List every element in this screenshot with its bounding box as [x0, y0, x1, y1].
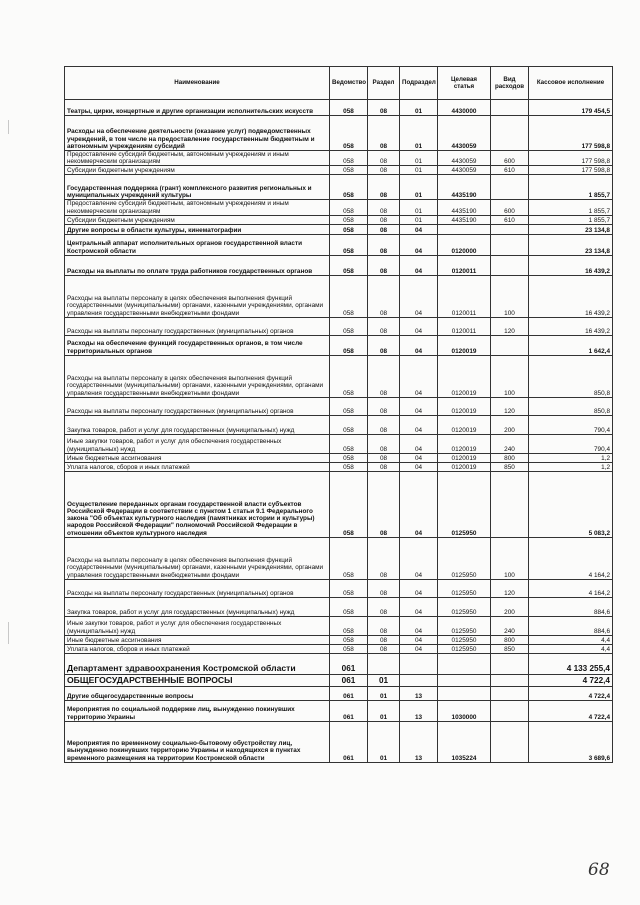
cell-target: 4430059	[438, 151, 491, 166]
header-name: Наименование	[65, 67, 330, 100]
cell-cash: 790,4	[529, 415, 613, 434]
table-body	[65, 100, 613, 763]
cell-exptype: 240	[491, 616, 529, 635]
cell-exptype	[491, 116, 529, 151]
cell-target: 4435190	[438, 215, 491, 224]
cell-name: Расходы на обеспечение деятельности (оказание услуг) подведомственных учреждений, в том числе на предоставление государственным бюджетным и автономным учреждениям субсидий	[65, 116, 330, 151]
cell-exptype: 120	[491, 317, 529, 335]
cell-exptype	[491, 700, 529, 721]
cell-cash: 16 439,2	[529, 275, 613, 317]
cell-dept: 058	[330, 397, 368, 415]
table-row	[65, 335, 613, 355]
table-row	[65, 537, 613, 579]
cell-name: Расходы на выплаты по оплате труда работников государственных органов	[65, 255, 330, 275]
cell-cash: 1,2	[529, 453, 613, 462]
cell-cash: 1,2	[529, 462, 613, 471]
cell-section: 08	[368, 116, 400, 151]
cell-name: Уплата налогов, сборов и иных платежей	[65, 644, 330, 653]
cell-subsection: 04	[400, 335, 438, 355]
cell-section: 08	[368, 471, 400, 537]
cell-target	[438, 224, 491, 234]
cell-name: Другие общегосударственные вопросы	[65, 686, 330, 700]
cell-subsection: 13	[400, 700, 438, 721]
cell-exptype	[491, 686, 529, 700]
cell-dept: 061	[330, 653, 368, 674]
table-row	[65, 721, 613, 762]
cell-name: Расходы на выплаты персоналу в целях обеспечения выполнения функций государственными (муниципальными) органами, казенными учреждениями, органами управления государственными внебюджетными фондами	[65, 275, 330, 317]
table-row	[65, 175, 613, 200]
cell-target: 0120019	[438, 335, 491, 355]
cell-target: 4430059	[438, 116, 491, 151]
cell-target: 4430059	[438, 166, 491, 175]
cell-dept: 061	[330, 686, 368, 700]
cell-target: 0125950	[438, 537, 491, 579]
cell-dept: 058	[330, 415, 368, 434]
cell-cash: 3 689,6	[529, 721, 613, 762]
cell-subsection: 04	[400, 275, 438, 317]
cell-exptype	[491, 674, 529, 686]
table-row	[65, 255, 613, 275]
cell-target: 0125950	[438, 471, 491, 537]
cell-exptype	[491, 653, 529, 674]
cell-exptype: 100	[491, 355, 529, 397]
page-number: 68	[588, 860, 610, 880]
cell-target: 0125950	[438, 597, 491, 616]
cell-section: 08	[368, 616, 400, 635]
cell-cash: 5 083,2	[529, 471, 613, 537]
cell-target: 1030000	[438, 700, 491, 721]
cell-target	[438, 686, 491, 700]
cell-section: 08	[368, 415, 400, 434]
budget-table	[64, 66, 613, 763]
cell-cash: 16 439,2	[529, 255, 613, 275]
cell-exptype: 100	[491, 537, 529, 579]
cell-cash: 177 598,8	[529, 166, 613, 175]
cell-dept: 058	[330, 224, 368, 234]
cell-target: 0120019	[438, 453, 491, 462]
cell-section: 08	[368, 215, 400, 224]
cell-name: Мероприятия по временному социально-бытовому обустройству лиц, вынужденно покинувших территорию Украины и находящихся в пунктах временного размещения на территории Костромской области	[65, 721, 330, 762]
cell-name: Предоставление субсидий бюджетным, автономным учреждениям и иным некоммерческим организациям	[65, 200, 330, 215]
cell-target: 0125950	[438, 644, 491, 653]
table-header-row	[65, 67, 613, 100]
cell-subsection: 04	[400, 597, 438, 616]
cell-name: Иные бюджетные ассигнования	[65, 453, 330, 462]
cell-target: 0120019	[438, 434, 491, 453]
cell-exptype	[491, 335, 529, 355]
cell-section: 08	[368, 462, 400, 471]
cell-cash: 1 855,7	[529, 215, 613, 224]
cell-subsection	[400, 674, 438, 686]
cell-dept: 058	[330, 616, 368, 635]
cell-section: 01	[368, 721, 400, 762]
header-cash: Кассовое исполнение	[529, 67, 613, 100]
margin-mark	[8, 120, 9, 134]
cell-target	[438, 674, 491, 686]
cell-target: 0120019	[438, 415, 491, 434]
cell-section: 08	[368, 644, 400, 653]
cell-cash: 1 855,7	[529, 175, 613, 200]
table-row	[65, 355, 613, 397]
cell-subsection: 01	[400, 116, 438, 151]
table-row	[65, 597, 613, 616]
cell-section: 08	[368, 537, 400, 579]
cell-exptype: 200	[491, 597, 529, 616]
cell-cash: 23 134,8	[529, 234, 613, 255]
cell-section: 08	[368, 100, 400, 116]
cell-subsection: 01	[400, 200, 438, 215]
table-row	[65, 579, 613, 597]
cell-cash: 4 133 255,4	[529, 653, 613, 674]
cell-dept: 058	[330, 453, 368, 462]
cell-cash: 4 722,4	[529, 686, 613, 700]
cell-section: 08	[368, 234, 400, 255]
cell-section: 08	[368, 317, 400, 335]
cell-name: Расходы на выплаты персоналу государственных (муниципальных) органов	[65, 317, 330, 335]
cell-dept: 058	[330, 215, 368, 224]
cell-exptype: 100	[491, 275, 529, 317]
table-row	[65, 215, 613, 224]
cell-subsection: 04	[400, 537, 438, 579]
cell-section: 08	[368, 151, 400, 166]
table-row	[65, 200, 613, 215]
cell-section: 08	[368, 224, 400, 234]
cell-exptype: 240	[491, 434, 529, 453]
cell-exptype	[491, 234, 529, 255]
cell-target: 1035224	[438, 721, 491, 762]
cell-section: 01	[368, 700, 400, 721]
cell-target: 4435190	[438, 200, 491, 215]
cell-name: Расходы на выплаты персоналу в целях обеспечения выполнения функций государственными (муниципальными) органами, казенными учреждениями, органами управления государственными внебюджетными фондами	[65, 537, 330, 579]
cell-exptype: 120	[491, 397, 529, 415]
cell-name: Закупка товаров, работ и услуг для государственных (муниципальных) нужд	[65, 597, 330, 616]
cell-cash: 1 855,7	[529, 200, 613, 215]
cell-dept: 058	[330, 462, 368, 471]
cell-cash: 179 454,5	[529, 100, 613, 116]
cell-target: 0120019	[438, 397, 491, 415]
cell-section: 08	[368, 166, 400, 175]
header-exptype: Вид расходов	[491, 67, 529, 100]
cell-name: Иные закупки товаров, работ и услуг для обеспечения государственных (муниципальных) нужд	[65, 434, 330, 453]
cell-target: 0120019	[438, 355, 491, 397]
cell-target: 0125950	[438, 579, 491, 597]
cell-subsection: 04	[400, 415, 438, 434]
cell-cash: 177 598,8	[529, 151, 613, 166]
cell-name: Расходы на выплаты персоналу государственных (муниципальных) органов	[65, 397, 330, 415]
cell-dept: 058	[330, 537, 368, 579]
cell-name: Уплата налогов, сборов и иных платежей	[65, 462, 330, 471]
cell-name: Государственная поддержка (грант) комплексного развития региональных и муниципальных учреждений культуры	[65, 175, 330, 200]
cell-name: ОБЩЕГОСУДАРСТВЕННЫЕ ВОПРОСЫ	[65, 674, 330, 686]
cell-dept: 058	[330, 471, 368, 537]
cell-dept: 058	[330, 100, 368, 116]
cell-subsection: 01	[400, 215, 438, 224]
cell-dept: 058	[330, 597, 368, 616]
cell-subsection: 04	[400, 453, 438, 462]
cell-section: 01	[368, 674, 400, 686]
cell-cash: 4,4	[529, 635, 613, 644]
cell-exptype: 610	[491, 166, 529, 175]
cell-cash: 850,8	[529, 397, 613, 415]
table-row	[65, 674, 613, 686]
cell-target: 4435190	[438, 175, 491, 200]
cell-subsection: 04	[400, 462, 438, 471]
cell-target: 0125950	[438, 635, 491, 644]
cell-subsection: 04	[400, 317, 438, 335]
cell-target: 0120000	[438, 234, 491, 255]
table-row	[65, 700, 613, 721]
cell-exptype	[491, 471, 529, 537]
cell-target: 0120011	[438, 275, 491, 317]
cell-cash: 884,6	[529, 616, 613, 635]
cell-subsection: 04	[400, 224, 438, 234]
cell-dept: 058	[330, 234, 368, 255]
cell-subsection: 01	[400, 100, 438, 116]
cell-section: 08	[368, 434, 400, 453]
cell-name: Закупка товаров, работ и услуг для государственных (муниципальных) нужд	[65, 415, 330, 434]
table-row	[65, 616, 613, 635]
cell-subsection: 04	[400, 355, 438, 397]
cell-dept: 058	[330, 579, 368, 597]
cell-cash: 4 722,4	[529, 674, 613, 686]
table-row	[65, 635, 613, 644]
cell-exptype: 850	[491, 644, 529, 653]
margin-mark	[8, 622, 9, 644]
cell-name: Субсидии бюджетным учреждениям	[65, 166, 330, 175]
cell-subsection: 01	[400, 166, 438, 175]
cell-dept: 058	[330, 166, 368, 175]
cell-name: Иные бюджетные ассигнования	[65, 635, 330, 644]
table-row	[65, 116, 613, 151]
cell-exptype	[491, 255, 529, 275]
cell-dept: 061	[330, 674, 368, 686]
cell-exptype: 600	[491, 200, 529, 215]
cell-target	[438, 653, 491, 674]
cell-section: 08	[368, 635, 400, 644]
cell-dept: 058	[330, 317, 368, 335]
header-target: Целевая статья	[438, 67, 491, 100]
cell-cash: 790,4	[529, 434, 613, 453]
cell-dept: 058	[330, 151, 368, 166]
header-dept: Ведомство	[330, 67, 368, 100]
cell-name: Расходы на выплаты персоналу государственных (муниципальных) органов	[65, 579, 330, 597]
cell-subsection: 13	[400, 686, 438, 700]
cell-name: Театры, цирки, концертные и другие организации исполнительских искусств	[65, 100, 330, 116]
cell-section: 08	[368, 275, 400, 317]
cell-dept: 058	[330, 200, 368, 215]
table-row	[65, 224, 613, 234]
cell-target: 0120011	[438, 255, 491, 275]
cell-exptype	[491, 175, 529, 200]
cell-section: 08	[368, 255, 400, 275]
cell-dept: 061	[330, 700, 368, 721]
cell-section: 08	[368, 200, 400, 215]
cell-subsection: 04	[400, 635, 438, 644]
cell-subsection: 04	[400, 255, 438, 275]
cell-subsection: 04	[400, 616, 438, 635]
cell-subsection: 01	[400, 175, 438, 200]
cell-dept: 058	[330, 255, 368, 275]
cell-cash: 23 134,8	[529, 224, 613, 234]
cell-subsection: 04	[400, 397, 438, 415]
cell-name: Расходы на обеспечение функций государственных органов, в том числе территориальных органов	[65, 335, 330, 355]
cell-exptype: 200	[491, 415, 529, 434]
cell-section: 08	[368, 175, 400, 200]
cell-dept: 058	[330, 116, 368, 151]
header-section: Раздел	[368, 67, 400, 100]
table-row	[65, 234, 613, 255]
table-row	[65, 317, 613, 335]
table-row	[65, 644, 613, 653]
cell-name: Департамент здравоохранения Костромской области	[65, 653, 330, 674]
cell-section: 08	[368, 453, 400, 462]
cell-name: Центральный аппарат исполнительных органов государственной власти Костромской области	[65, 234, 330, 255]
table-row	[65, 471, 613, 537]
cell-section: 08	[368, 335, 400, 355]
cell-cash: 1 642,4	[529, 335, 613, 355]
cell-subsection: 04	[400, 434, 438, 453]
cell-name: Мероприятия по социальной поддержке лиц, вынужденно покинувших территорию Украины	[65, 700, 330, 721]
cell-exptype	[491, 100, 529, 116]
cell-name: Осуществление переданных органам государственной власти субъектов Российской Федерации в соответствии с пунктом 1 статьи 9.1 Федерального закона "Об объектах культурного наследия (памятниках истории и культуры) народов Российской Федерации" полномочий Российской Федерации в отношении объектов культурного наследия	[65, 471, 330, 537]
cell-exptype: 600	[491, 151, 529, 166]
cell-dept: 058	[330, 635, 368, 644]
cell-cash: 4,4	[529, 644, 613, 653]
cell-section	[368, 653, 400, 674]
table-row	[65, 166, 613, 175]
cell-cash: 850,8	[529, 355, 613, 397]
cell-name: Иные закупки товаров, работ и услуг для обеспечения государственных (муниципальных) нужд	[65, 616, 330, 635]
cell-exptype: 800	[491, 635, 529, 644]
cell-name: Субсидии бюджетным учреждениям	[65, 215, 330, 224]
cell-dept: 058	[330, 175, 368, 200]
cell-section: 08	[368, 355, 400, 397]
table-row	[65, 415, 613, 434]
cell-dept: 058	[330, 644, 368, 653]
cell-exptype	[491, 721, 529, 762]
cell-target: 4430000	[438, 100, 491, 116]
cell-exptype: 610	[491, 215, 529, 224]
cell-subsection: 04	[400, 644, 438, 653]
cell-subsection: 13	[400, 721, 438, 762]
cell-subsection	[400, 653, 438, 674]
cell-subsection: 04	[400, 579, 438, 597]
cell-subsection: 01	[400, 151, 438, 166]
cell-section: 08	[368, 397, 400, 415]
table-row	[65, 151, 613, 166]
cell-subsection: 04	[400, 471, 438, 537]
cell-dept: 061	[330, 721, 368, 762]
cell-exptype: 850	[491, 462, 529, 471]
table-row	[65, 686, 613, 700]
cell-subsection: 04	[400, 234, 438, 255]
cell-target: 0120019	[438, 462, 491, 471]
cell-cash: 16 439,2	[529, 317, 613, 335]
cell-cash: 884,6	[529, 597, 613, 616]
table-row	[65, 275, 613, 317]
table-row	[65, 453, 613, 462]
cell-cash: 4 164,2	[529, 579, 613, 597]
cell-cash: 4 722,4	[529, 700, 613, 721]
cell-name: Предоставление субсидий бюджетным, автономным учреждениям и иным некоммерческим организациям	[65, 151, 330, 166]
table-row	[65, 434, 613, 453]
cell-target: 0125950	[438, 616, 491, 635]
cell-section: 01	[368, 686, 400, 700]
cell-cash: 177 598,8	[529, 116, 613, 151]
header-subsection: Подраздел	[400, 67, 438, 100]
cell-exptype: 800	[491, 453, 529, 462]
cell-target: 0120011	[438, 317, 491, 335]
cell-dept: 058	[330, 275, 368, 317]
cell-exptype	[491, 224, 529, 234]
table-row	[65, 462, 613, 471]
cell-name: Расходы на выплаты персоналу в целях обеспечения выполнения функций государственными (муниципальными) органами, казенными учреждениями, органами управления государственными внебюджетными фондами	[65, 355, 330, 397]
cell-exptype: 120	[491, 579, 529, 597]
cell-name: Другие вопросы в области культуры, кинематографии	[65, 224, 330, 234]
cell-section: 08	[368, 597, 400, 616]
cell-dept: 058	[330, 355, 368, 397]
table-row	[65, 100, 613, 116]
table-row	[65, 397, 613, 415]
cell-dept: 058	[330, 335, 368, 355]
cell-dept: 058	[330, 434, 368, 453]
table-row	[65, 653, 613, 674]
cell-section: 08	[368, 579, 400, 597]
cell-cash: 4 164,2	[529, 537, 613, 579]
